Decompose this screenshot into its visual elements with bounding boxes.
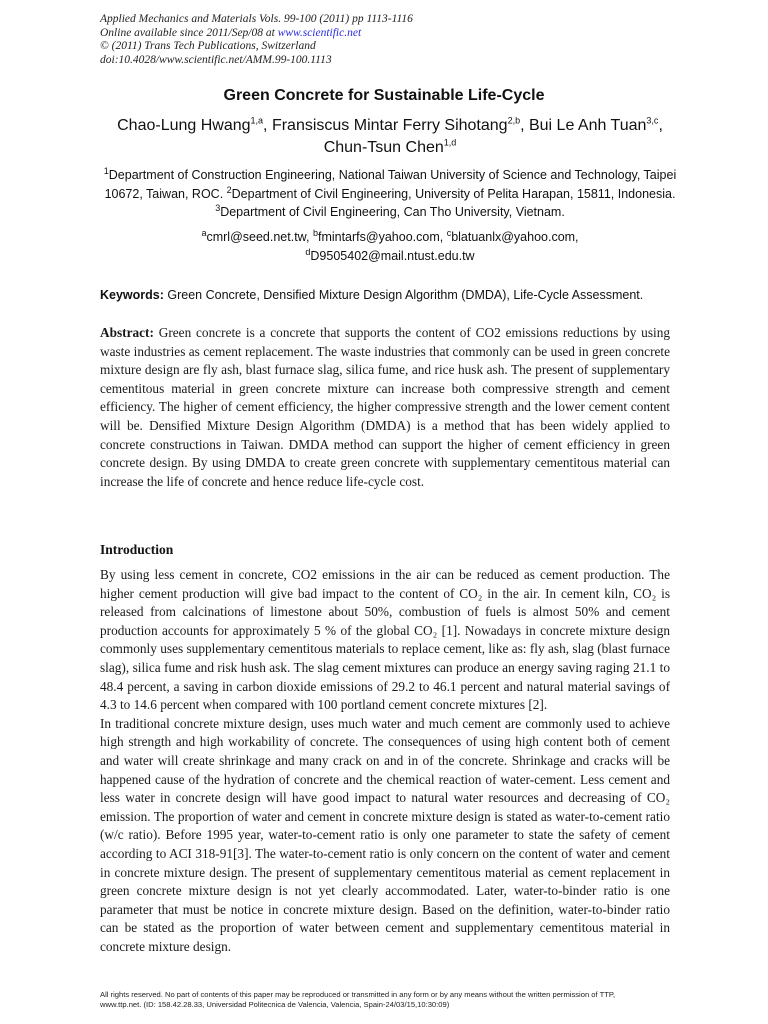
affiliations: $^1$Department of Construction Engineering, National Taiwan University of Science and Technology, Taipei 10672, Taiwan, ROC. $^2$Department of Civil Engineering, University of Pelita Harapan, 15811, Indonesia. $^3$Department of Civil Engineering, Can Tho University, Vietnam.	[103, 165, 677, 219]
keywords-label: Keywords:	[100, 288, 164, 302]
abstract	[100, 324, 670, 491]
doi-line: doi:10.4028/www.scientific.net/AMM.99-100.1113	[100, 53, 332, 66]
abstract-label: Abstract:	[100, 325, 154, 340]
paper-title: Green Concrete for Sustainable Life-Cycle	[223, 87, 545, 104]
affiliation-2: Department of Civil Engineering, University of Pelita Harapan, 15811, Indonesia.	[231, 186, 676, 201]
footer-line-2: www.ttp.net. (ID: 158.42.28.33, Universidad Politecnica de Valencia, Valencia, Spain-24/03/15,10:30:09)	[100, 999, 450, 1009]
keywords	[100, 288, 680, 302]
affiliation-3: Department of Civil Engineering, Can Tho University, Vietnam.	[220, 205, 565, 219]
abstract-text: Green concrete is a concrete that supports the content of CO2 emissions reductions by using waste industries as cement replacement. The waste industries that commonly can be used in green concrete mixture design are fly ash, blast furnace slag, silica fume, and rice husk ash. The present of supplementary cementitous material in green concrete mixture can increase both compressive strength and cement efficiency. The higher of cement efficiency, the higher compressive strength and the lower cement content will be. Densified Mixture Design Algorithm (DMDA) is a method that has been widely applied to concrete constructions in Taiwan. DMDA method can support the higher of cement efficiency in green concrete design. By using DMDA to create green concrete with supplementary cementitous material can increase the life of concrete and hence reduce life-cycle cost.	[100, 325, 670, 489]
email-link[interactable]: cmrl@seed.net.tw,	[206, 230, 313, 244]
email-link[interactable]: fmintarfs@yahoo.com,	[317, 230, 447, 244]
author-affiliation-marker: 1,d	[443, 137, 457, 148]
copyright-line: © (2011) Trans Tech Publications, Switzerland	[100, 40, 316, 52]
introduction-body	[100, 566, 670, 956]
footer-line-1: All rights reserved. No part of contents of this paper may be reproduced or transmitted in any form or by any means without the written permission of TTP,	[100, 990, 616, 999]
paragraph: In traditional concrete mixture design, uses much water and much cement are commonly used to achieve high strength and high workability of concrete. The consequences of using high content both of cement and water will create shrinkage and many crack on and in of the concrete. Shrinkage and cracks will be happened cause of the hydration of concrete and the chemical reaction of water-cement. Less cement and less water in concrete design will have good impact to natural water resources and decreasing of CO₂ emission. The proportion of water and cement in concrete mixture design is stated as water-to-cement ratio (w/c ratio). Before 1995 year, water-to-cement ratio is only one parameter to state the safety of cement according to ACI 318-91[3]. The water-to-cement ratio is only concern on the content of water and cement in concrete mixture design. The present of supplementary cementitous material as cement replacement in green concrete mixture design is not yet clearly accommodated. Later, water-to-binder ratio is one parameter that must be notice in concrete mixture design. Based on the definition, water-to-binder ratio can be stated as the proportion of water between cement and supplementary cementitous material in concrete mixture design.	[100, 715, 670, 954]
author: Chao-Lung Hwang$^{1,a}$,	[117, 115, 272, 134]
author-emails: $^a$cmrl@seed.net.tw, $^b$fmintarfs@yahoo.com, $^c$blatuanlx@yahoo.com, $^d$D9505402@mail.ntust.edu.tw	[201, 227, 579, 263]
keywords-text: Green Concrete, Densified Mixture Design Algorithm (DMDA), Life-Cycle Assessment.	[163, 288, 644, 302]
journal-citation: Applied Mechanics and Materials Vols. 99-100 (2011) pp 1113-1116	[100, 13, 413, 25]
author: Bui Le Anh Tuan$^{3,c}$,	[528, 115, 663, 134]
author: Fransiscus Mintar Ferry Sihotang$^{2,b}$,	[271, 115, 529, 134]
author-list	[90, 115, 690, 159]
affiliation-1: Department of Construction Engineering, National Taiwan University of Science and Technology, Taipei 10672, Taiwan, ROC.	[104, 168, 677, 201]
author-affiliation-marker: 2,b	[507, 115, 521, 126]
email-link[interactable]: blatuanlx@yahoo.com,	[451, 230, 579, 244]
author: Chun-Tsun Chen$^{1,d}$	[323, 137, 457, 156]
journal-header	[100, 13, 413, 67]
author-affiliation-marker: 3,c	[646, 115, 659, 126]
email-link[interactable]: D9505402@mail.ntust.edu.tw	[310, 248, 475, 263]
section-heading-introduction: Introduction	[100, 542, 174, 557]
paragraph: By using less cement in concrete, CO2 emissions in the air can be reduced as cement production. The higher cement production will give bad impact to the content of CO₂ in the air. In cement kiln, CO₂ is released from calcinations of limestone about 50%, combustion of fuels is almost 50% and cement production accounts for approximately 5 % of the global CO₂ [1]. Nowadays in concrete mixture design commonly uses supplementary cementitous materials to replace cement, like as: fly ash, slag (blast furnace slag), silica fume and risk hush ask. The slag cement mixtures can produce an energy saving raging 21.1 to 48.4 percent, a saving in carbon dioxide emissions of 29.2 to 46.1 percent and natural material savings of 4.3 to 14.6 percent when compared with 100 portland cement concrete mixtures [2].	[100, 567, 670, 713]
online-availability-text: Online available since 2011/Sep/08 at	[100, 26, 278, 39]
author-affiliation-marker: 1,a	[250, 115, 264, 126]
online-availability	[100, 27, 413, 41]
publisher-link[interactable]: www.scientific.net	[277, 26, 362, 39]
copyright-footer	[100, 990, 680, 1009]
